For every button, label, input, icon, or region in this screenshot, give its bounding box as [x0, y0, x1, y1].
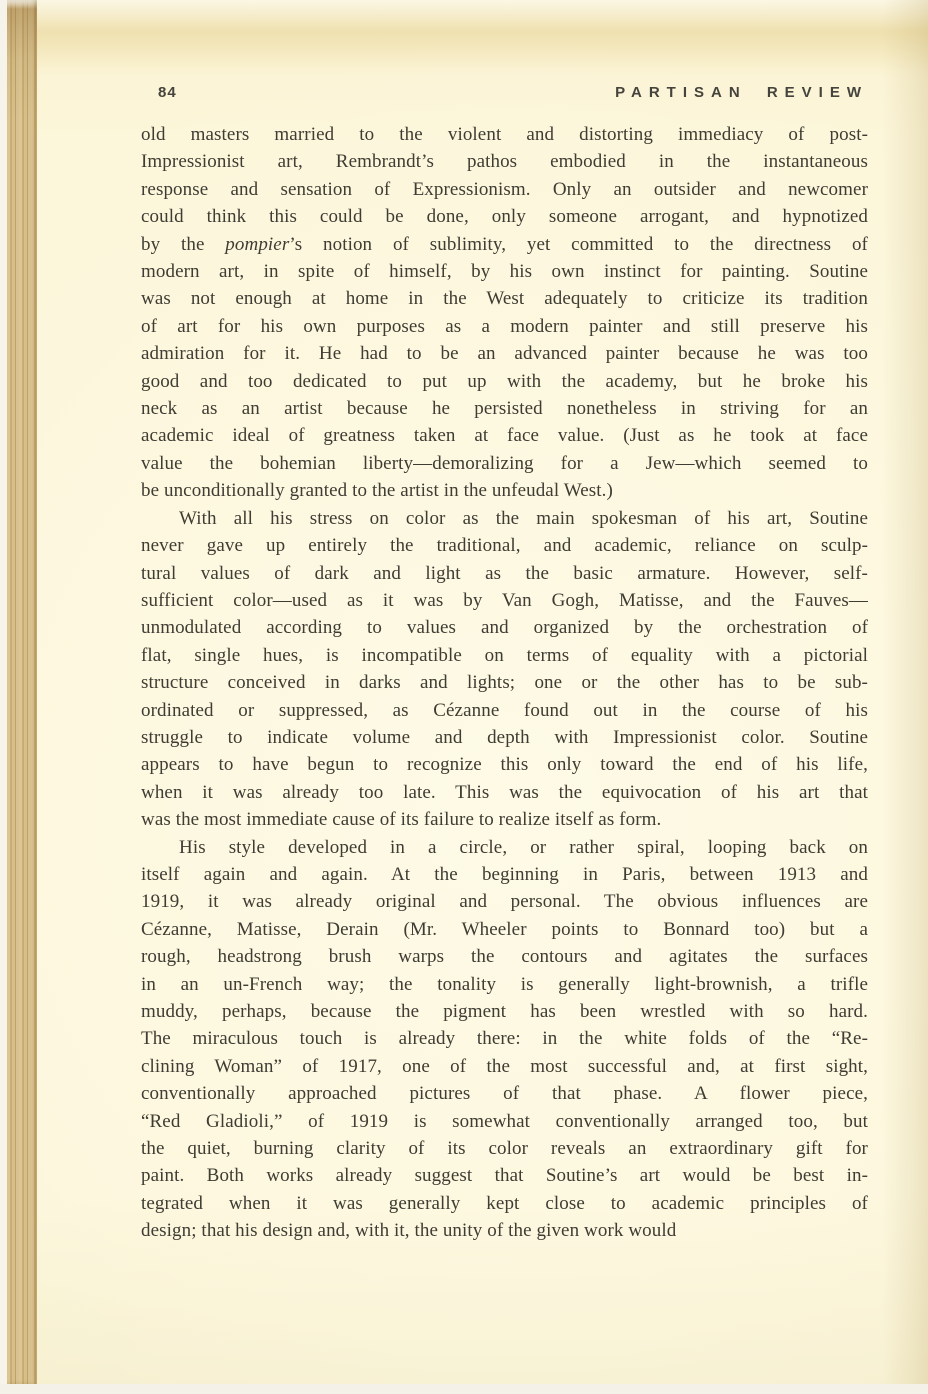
- text-line: of art for his own purposes as a modern painter and still preserve his: [141, 315, 868, 337]
- text-line: muddy, perhaps, because the pigment has been wrestled with so hard.: [141, 1001, 868, 1022]
- text-line: clining Woman” of 1917, one of the most successful and, at first sight,: [141, 1055, 868, 1077]
- text-line: His style developed in a circle, or rather spiral, looping back on: [179, 836, 868, 858]
- text-line: “Red Gladioli,” of 1919 is somewhat conventionally arranged too, but: [141, 1110, 868, 1132]
- text-line: the quiet, burning clarity of its color reveals an extraordinary gift for: [141, 1138, 868, 1160]
- text-line: good and too dedicated to put up with the academy, but he broke his: [141, 370, 868, 392]
- text-line: Impressionist art, Rembrandt’s pathos embodied in the instantaneous: [141, 151, 868, 173]
- book-binding-edge: [7, 0, 37, 1384]
- text-line: tural values of dark and light as the basic armature. However, self-: [141, 562, 868, 584]
- text-line: was not enough at home in the West adequately to criticize its tradition: [141, 288, 868, 310]
- text-line: With all his stress on color as the main spokesman of his art, Soutine: [179, 507, 868, 529]
- scan-right-shading: [882, 0, 928, 1394]
- text-line: tegrated when it was generally kept close to academic principles of: [141, 1192, 868, 1214]
- text-line: conventionally approached pictures of that phase. A flower piece,: [141, 1083, 868, 1105]
- journal-title: PARTISAN REVIEW: [615, 84, 868, 101]
- text-line: ordinated or suppressed, as Cézanne found out in the course of his: [141, 699, 868, 721]
- scan-top-shading: [0, 0, 928, 70]
- running-head: [141, 84, 868, 104]
- text-line: value the bohemian liberty—demoralizing for a Jew—which seemed to: [141, 452, 868, 474]
- text-line: response and sensation of Expressionism. Only an outsider and newcomer: [141, 178, 868, 200]
- text-line: structure conceived in darks and lights; one or the other has to be sub-: [141, 672, 868, 694]
- body-text: [141, 121, 868, 1245]
- text-line: be unconditionally granted to the artist in the unfeudal West.): [141, 480, 613, 502]
- paragraph: [141, 121, 868, 505]
- text-line: could think this could be done, only someone arrogant, and hypnotized: [141, 206, 868, 228]
- text-line: rough, headstrong brush warps the contours and agitates the surfaces: [141, 946, 868, 968]
- text-line: struggle to indicate volume and depth with Impressionist color. Soutine: [141, 726, 868, 748]
- text-line: 1919, it was already original and personal. The obvious influences are: [141, 891, 868, 913]
- text-line: by the pompier’s notion of sublimity, yet committed to the directness of: [141, 233, 868, 255]
- text-line: Cézanne, Matisse, Derain (Mr. Wheeler points to Bonnard too) but a: [141, 918, 868, 940]
- page-number: 84: [158, 84, 177, 101]
- scanner-bed-bottom-edge: [0, 1384, 928, 1394]
- text-line: was the most immediate cause of its failure to realize itself as form.: [141, 809, 662, 831]
- text-line: appears to have begun to recognize this only toward the end of his life,: [141, 754, 868, 776]
- text-line: The miraculous touch is already there: in the white folds of the “Re-: [141, 1028, 868, 1050]
- paragraph: [141, 834, 868, 1245]
- text-line: old masters married to the violent and distorting immediacy of post-: [141, 124, 868, 145]
- text-line: paint. Both works already suggest that Soutine’s art would be best in-: [141, 1165, 868, 1187]
- text-line: neck as an artist because he persisted nonetheless in striving for an: [141, 398, 868, 420]
- text-line: in an un-French way; the tonality is generally light-brownish, a trifle: [141, 973, 868, 995]
- text-line: design; that his design and, with it, the unity of the given work would: [141, 1220, 677, 1242]
- text-line: itself again and again. At the beginning in Paris, between 1913 and: [141, 863, 868, 885]
- text-line: unmodulated according to values and organized by the orchestration of: [141, 617, 868, 639]
- text-line: modern art, in spite of himself, by his own instinct for painting. Soutine: [141, 261, 868, 283]
- paragraph: [141, 505, 868, 834]
- scanner-bed-left-edge: [0, 0, 7, 1394]
- text-line: flat, single hues, is incompatible on terms of equality with a pictorial: [141, 644, 868, 666]
- text-line: when it was already too late. This was the equivocation of his art that: [141, 781, 868, 803]
- text-line: academic ideal of greatness taken at face value. (Just as he took at face: [141, 425, 868, 447]
- text-line: admiration for it. He had to be an advanced painter because he was too: [141, 343, 868, 365]
- text-line: never gave up entirely the traditional, and academic, reliance on sculp-: [141, 535, 868, 557]
- text-line: sufficient color—used as it was by Van Gogh, Matisse, and the Fauves—: [141, 589, 868, 611]
